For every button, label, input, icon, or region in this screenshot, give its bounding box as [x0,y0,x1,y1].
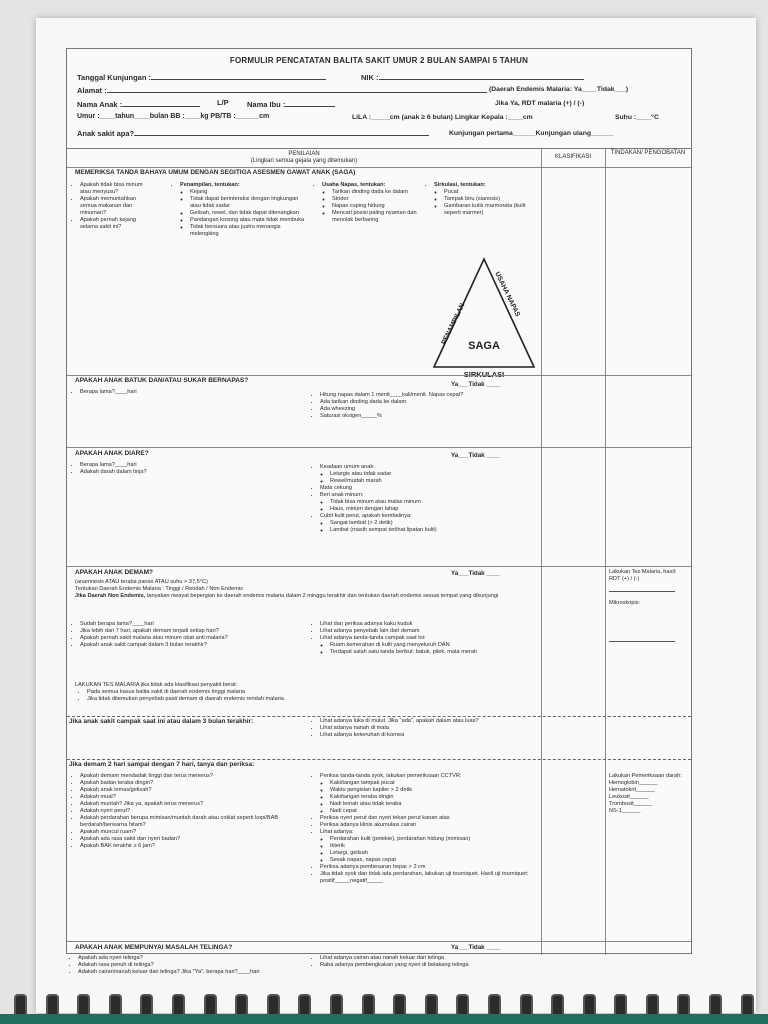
saga-usaha-napas: • Usaha Napas, tentukan: ◦ Tarikan dinding dada ke dalam ◦ Stridor ◦ Napas cuping hidung ◦ Mencari posisi paling nyaman dan menolak berbaring [313,182,433,224]
diare-checks: • Keadaan umum anak: ◦ Letargis atau tidak sadar ◦ Rewel/mudah marah • Mata cekung • Beri anak minum: ◦ Tidak bisa minum atau malas minum ◦ Haus, minum dengan lahap • Cubit kulit perut, apakah kembalinya: ◦ Sangat lambat (> 2 detik) ◦ Lambat (masih sempat terlihat lipatan kulit) [311,464,536,534]
tes-malaria-note: LAKUKAN TES MALARIA jika tidak ada klasifikasi penyakit berat: • Pada semua kasus balita sakit di daerah endemis tinggi malaria • Jika tidak ditemukan penyebab pasti demam di daerah endemis rendah malaria [75,682,537,703]
demam-ya-tidak[interactable]: Ya___Tidak ____ [451,570,501,577]
tes-malaria-action[interactable]: Lakukan Tes Malaria, hasil: RDT (+) / (-) Mikroskopis: [609,569,687,642]
dbd-title: Jika demam 2 hari sampai dengan 7 hari, tanya dan periksa: [69,761,255,768]
tanggal-kunjungan-field[interactable]: Tanggal Kunjungan : [77,71,326,82]
tindakan-header: TINDAKAN/ PENGOBATAN [610,150,686,156]
binder-strip [0,1014,768,1024]
klasifikasi-header: KLASIFIKASI [554,154,591,160]
demam-questions: • Sudah berapa lama?____hari • Jika lebih dari 7 hari, apakah demam terjadi setiap hari? • Apakah pernah sakit malaria atau minum obat anti malaria? • Apakah anak sakit campak dalam 3 bulan terakhir? [71,621,311,649]
kunjungan-field[interactable]: Kunjungan pertama______Kunjungan ulang______ [449,130,614,137]
telinga-ya-tidak[interactable]: Ya___Tidak ____ [451,944,501,951]
demam-intro: (anamnesis ATAU teraba panas ATAU suhu > 37,5°C) Tentukan Daerah Endemis Malaria : Tinggi / Rendah / Non Endemis Jika Daerah Non Endemis, tanyakan riwayat bepergian ke daerah endemis malaria dalam 2 minggu terakhir dan tentukan daerah endemis sesuai tempat yang dikunjungi [75,579,499,599]
dbd-questions: • Apakah demam mendadak tinggi dan terus menerus? • Apakah badan teraba dingin? • Apakah anak lemas/gelisah? • Adakah mual? • Adakah muntah? Jika ya, apakah terus menerus? • Adakah nyeri perut? • Adakah perdarahan berupa mimisan/muntah darah atau coklat seperti kopi/BAB berdarah/berwarna hitam? • Apakah muncul ruam? • Apakah ada rasa sakit dan nyeri badan? • Apakah BAK terakhir ≥ 6 jam? [71,773,301,850]
diare-questions: • Berapa lama?____hari • Adakah darah dalam tinja? [71,462,291,476]
telinga-title: APAKAH ANAK MEMPUNYAI MASALAH TELINGA? [75,944,233,951]
dbd-checks: • Periksa tanda-tanda syok, lakukan pemeriksaan CCTVR: ◦ Kaki/tangan tampak pucat ◦ Waktu pengisian kapiler > 2 detik ◦ Kaki/tangan teraba dingin ◦ Nadi lemah atau tidak teraba ◦ Nadi cepat • Periksa nyeri perut dan nyeri tekan perut kanan atas • Periksa adanya klinis akumulasi cairan • Lihat adanya: ◦ Perdarahan kulit (petekie), perdarahan hidung (mimisan) ◦ Ikterik ◦ Letargi, gelisah ◦ Sesak napas, napas cepat • Periksa adanya pembesaran hepar > 2 cm • Jika tidak syok dan tidak ada perdarahan, lakukan uji tourniquet. Hasil uji tourniquet: positif_____negatif_____ [311,773,539,885]
triangle-penampilan-label: PENAMPILAN [440,302,467,346]
form-title: FORMULIR PENCATATAN BALITA SAKIT UMUR 2 BULAN SAMPAI 5 TAHUN [229,56,529,65]
batuk-checks: • Hitung napas dalam 1 menit____kali/menit. Napas cepat? • Ada tarikan dinding dada ke dalam • Ada wheezing • Saturasi oksigen_____% [311,392,536,420]
saga-questions: • Apakah tidak bisa minum atau menyusu? • Apakah memuntahkan semua makanan dan minuman? • Apakah pernah kejang selama sakit ini? [71,182,151,231]
nik-field[interactable]: NIK : [361,71,584,82]
saga-title: MEMERIKSA TANDA BAHAYA UMUM DENGAN SEGITIGA ASESMEN GAWAT ANAK (SAGA) [75,169,356,176]
anak-sakit-apa-field[interactable]: Anak sakit apa? [77,127,429,138]
lp-field[interactable]: L/P [217,98,229,107]
batuk-questions: • Berapa lama?____hari [71,389,291,396]
nama-ibu-field[interactable]: Nama Ibu : [247,98,335,109]
assessment-table [67,148,691,975]
batuk-title: APAKAH ANAK BATUK DAN/ATAU SUKAR BERNAPAS? [75,377,249,384]
campak-checks: • Lihat adanya luka di mulut. Jika "ada", apakah dalam atau luas? • Lihat adanya nanah di mata • Lihat adanya kekeruhan di kornea [311,718,536,739]
umur-field[interactable]: Umur :____tahun____bulan BB :____kg PB/TB :______cm [77,113,270,120]
campak-title: Jika anak sakit campak saat ini atau dalam 3 bulan terakhir: [69,718,254,725]
alamat-field[interactable]: Alamat : [77,84,487,95]
demam-title: APAKAH ANAK DEMAM? [75,569,153,576]
saga-center-label: SAGA [468,340,500,352]
telinga-checks: • Lihat adanya cairan atau nanah keluar dari telinga • Raba adanya pembengkakan yang nyeri di belakang telinga [311,955,539,969]
lila-field[interactable]: LiLA :_____cm (anak ≥ 6 bulan) Lingkar Kepala :____cm [352,114,533,121]
form-page [66,48,692,975]
daerah-endemis-field[interactable]: (Daerah Endemis Malaria: Ya____Tidak___) [489,86,629,93]
diare-title: APAKAH ANAK DIARE? [75,450,149,457]
pemeriksaan-darah-action[interactable]: Lakukan Pemeriksaan darah: Hemoglobin______ Hematokrit______ Leukosit______ Trombosit______ NS-1______ [609,773,682,814]
batuk-ya-tidak[interactable]: Ya___Tidak ____ [451,381,501,388]
suhu-field[interactable]: Suhu :____°C [615,114,659,121]
demam-checks: • Lihat dan periksa adanya kaku kuduk • Lihat adanya penyebab lain dari demam • Lihat adanya tanda-tanda campak saat ini: ◦ Ruam kemerahan di kulit yang menyeluruh DAN ◦ Terdapat salah satu tanda berikut: batuk, pilek, mata merah [311,621,536,656]
telinga-questions: • Apakah ada nyeri telinga? • Adakah rasa penuh di telinga? • Adakah cairan/nanah keluar dari telinga? Jika "Ya", berapa hari?____hari [69,955,303,976]
diare-ya-tidak[interactable]: Ya___Tidak ____ [451,452,501,459]
triangle-sirkulasi-label: SIRKULASI [463,370,505,379]
saga-sirkulasi: • Sirkulasi, tentukan: ◦ Pucat ◦ Tampak biru (sianosis) ◦ Gambaran kutis marmorata (kulit seperti marmer) [425,182,537,217]
rdt-malaria-field[interactable]: Jika Ya, RDT malaria (+) / (-) [495,100,585,107]
triangle-usaha-napas-label: USAHA NAPAS [493,270,522,319]
penilaian-header: PENILAIAN (Lingkari semua gejala yang ditemukan) [250,151,358,164]
saga-penampilan: • Penampilan, tentukan: ◦ Kejang ◦ Tidak dapat berinteraksi dengan lingkungan atau tidak sadar ◦ Gelisah, rewel, dan tidak dapat ditenangkan ◦ Pandangan kosong atau mata tidak membuka ◦ Tidak bersuara atau justru menangis melengking [171,182,306,238]
saga-triangle [429,249,539,379]
nama-anak-field[interactable]: Nama Anak : [77,98,200,109]
